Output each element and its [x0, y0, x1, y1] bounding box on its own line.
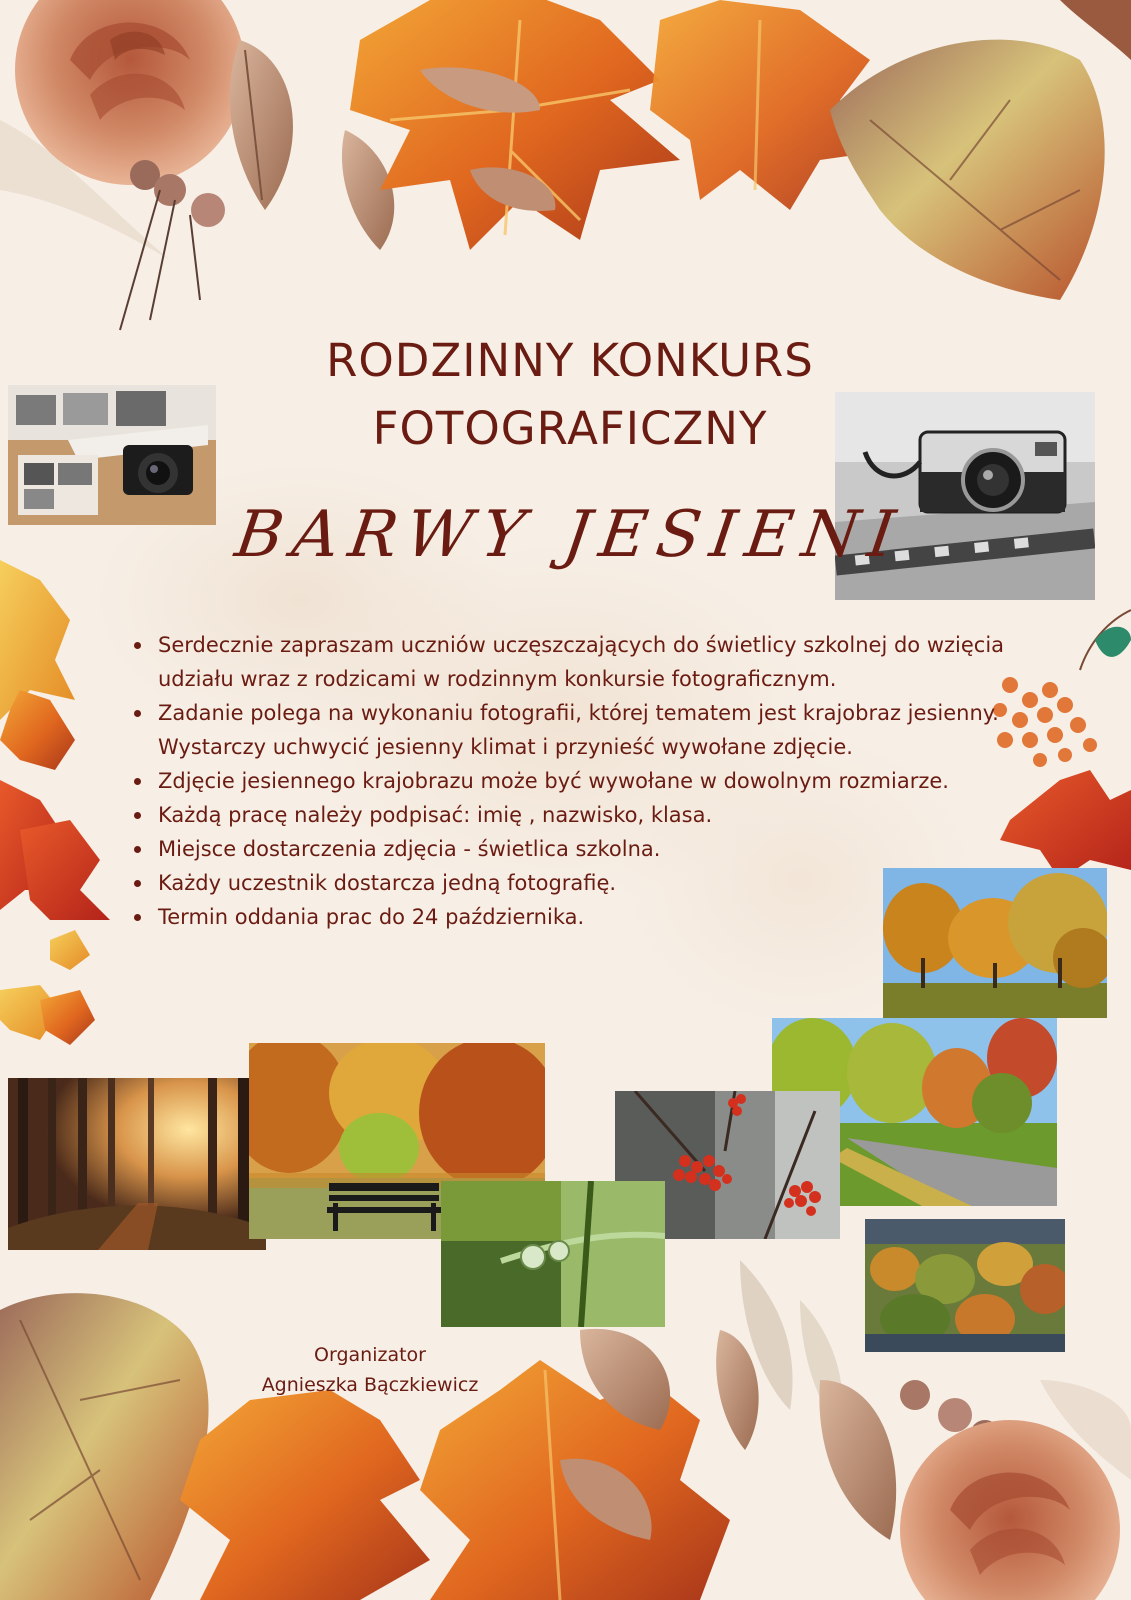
rule-text: Każdą pracę należy podpisać: imię , nazwisko, klasa.: [158, 803, 713, 827]
bullet-icon: [134, 778, 141, 785]
photo-album-camera-photo: [8, 385, 216, 525]
rule-text: Zdjęcie jesiennego krajobrazu może być wywołane w dowolnym rozmiarze.: [158, 769, 949, 793]
autumn-landscape-photo: [865, 1219, 1065, 1352]
title-line-2: FOTOGRAFICZNY: [372, 402, 768, 455]
organizer-block: [230, 1340, 510, 1400]
title-line-1: RODZINNY KONKURS: [326, 334, 814, 387]
grass-dew-photo: [441, 1181, 665, 1327]
subtitle-barwy-jesieni: BARWY JESIENI: [230, 498, 910, 572]
bullet-icon: [134, 846, 141, 853]
list-item: [134, 764, 1014, 798]
bullet-icon: [134, 710, 141, 717]
list-item: [134, 696, 1014, 764]
bullet-icon: [134, 914, 141, 921]
organizer-name: Agnieszka Bączkiewicz: [261, 1374, 479, 1396]
list-item: [134, 798, 1014, 832]
forest-sunlight-photo: [8, 1078, 266, 1250]
rule-text: Miejsce dostarczenia zdjęcia - świetlica szkolna.: [158, 837, 661, 861]
rules-list: [134, 628, 1014, 934]
rule-text: Każdy uczestnik dostarcza jedną fotografię.: [158, 871, 617, 895]
rose-decoration: [900, 1420, 1120, 1600]
list-item: [134, 900, 1014, 934]
list-item: [134, 866, 1014, 900]
rule-text: Termin oddania prac do 24 października.: [158, 905, 585, 929]
bullet-icon: [134, 880, 141, 887]
rule-text: Zadanie polega na wykonaniu fotografii, której tematem jest krajobraz jesienny. Wystarczy uchwycić jesienny klimat i przynieść wywołane zdjęcie.: [158, 701, 999, 759]
bullet-icon: [134, 812, 141, 819]
organizer-label: Organizator: [314, 1344, 426, 1366]
rule-text: Serdecznie zapraszam uczniów uczęszczających do świetlicy szkolnej do wzięcia udziału wraz z rodzicami w rodzinnym konkursie fotograficznym.: [158, 633, 1005, 691]
bullet-icon: [134, 642, 141, 649]
list-item: [134, 628, 1014, 696]
list-item: [134, 832, 1014, 866]
